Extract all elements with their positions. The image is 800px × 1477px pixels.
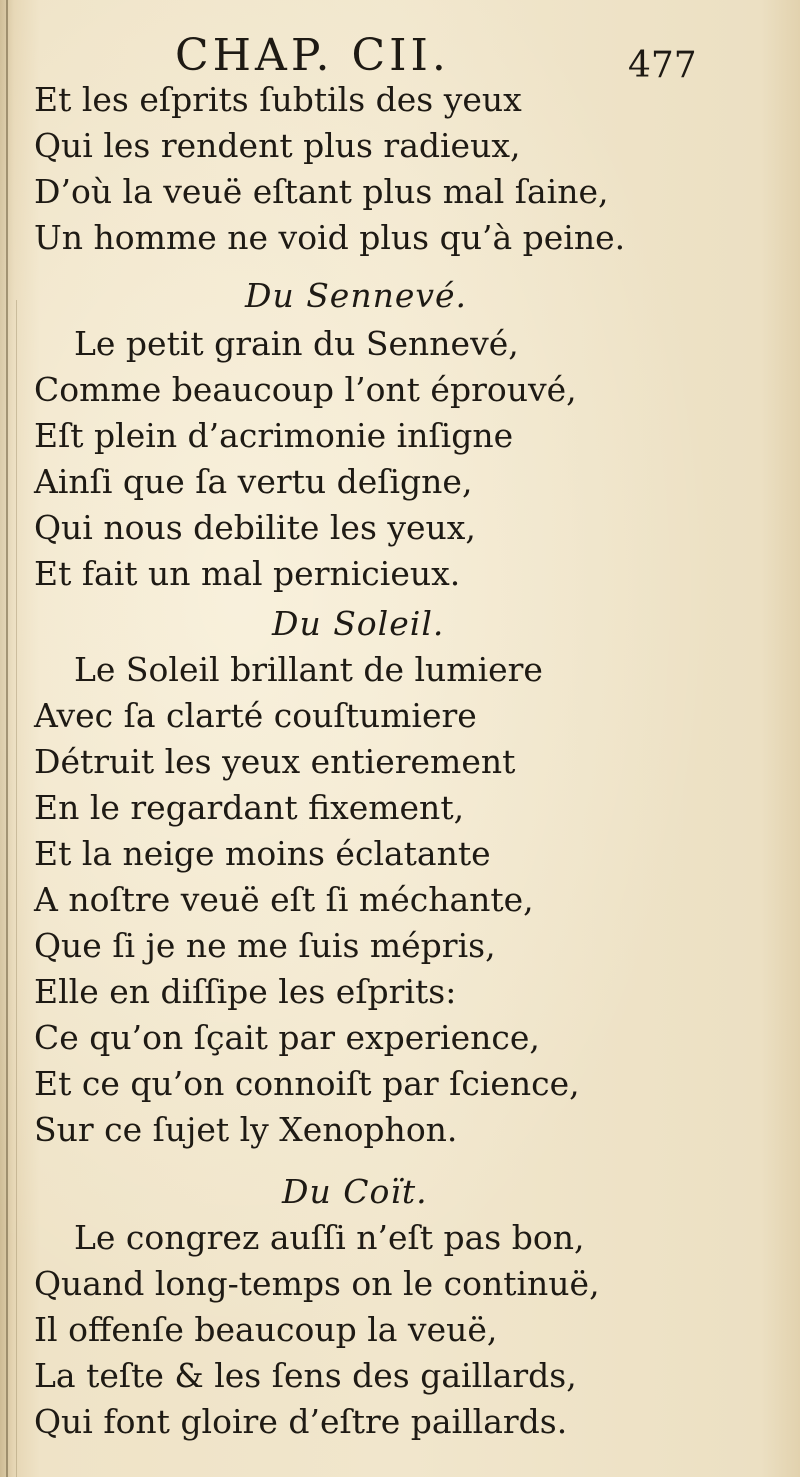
verse-line: Comme beaucoup l’ont éprouvé, <box>34 370 577 409</box>
verse-line: Et ce qu’on connoiſt par ſcience, <box>34 1064 580 1103</box>
verse-line: A noſtre veuë eſt ſi méchante, <box>34 880 534 919</box>
verse-line: Qui font gloire d’eſtre paillards. <box>34 1402 568 1441</box>
verse-line: Et la neige moins éclatante <box>34 834 491 873</box>
verse-line: D’où la veuë eſtant plus mal ſaine, <box>34 172 609 211</box>
section-heading-coit: Du Coït. <box>282 1172 428 1211</box>
verse-line: Qui les rendent plus radieux, <box>34 126 521 165</box>
verse-line: Que ſi je ne me ſuis mépris, <box>34 926 496 965</box>
verse-line: Il offenſe beaucoup la veuë, <box>34 1310 498 1349</box>
verse-line: Ainſi que ſa vertu deſigne, <box>34 462 473 501</box>
verse-line: Le petit grain du Sennevé, <box>74 324 519 363</box>
verse-line: Et fait un mal pernicieux. <box>34 554 461 593</box>
verse-line: Sur ce ſujet ly Xenophon. <box>34 1110 458 1149</box>
verse-line: La teſte & les ſens des gaillards, <box>34 1356 577 1395</box>
verse-line: Le congrez auſſi n’eſt pas bon, <box>74 1218 585 1257</box>
verse-line: Et les eſprits ſubtils des yeux <box>34 80 522 119</box>
binding-shadow-line <box>16 300 17 1477</box>
verse-line: Avec ſa clarté couſtumiere <box>34 696 477 735</box>
verse-line: Ce qu’on ſçait par experience, <box>34 1018 540 1057</box>
running-head: CHAP. CII. <box>175 30 450 81</box>
page-header <box>0 28 800 88</box>
verse-line: Eſt plein d’acrimonie inſigne <box>34 416 514 455</box>
verse-line: En le regardant fixement, <box>34 788 465 827</box>
section-heading-soleil: Du Soleil. <box>272 604 445 643</box>
verse-line: Quand long-temps on le continuë, <box>34 1264 600 1303</box>
verse-line: Détruit les yeux entierement <box>34 742 516 781</box>
verse-line: Un homme ne void plus qu’à peine. <box>34 218 626 257</box>
verse-line: Le Soleil brillant de lumiere <box>74 650 543 689</box>
binding-gutter-line <box>6 0 8 1477</box>
page-number: 477 <box>628 45 697 86</box>
section-heading-sennev: Du Sennevé. <box>245 276 468 315</box>
verse-line: Qui nous debilite les yeux, <box>34 508 476 547</box>
verse-line: Elle en diſſipe les eſprits: <box>34 972 457 1011</box>
